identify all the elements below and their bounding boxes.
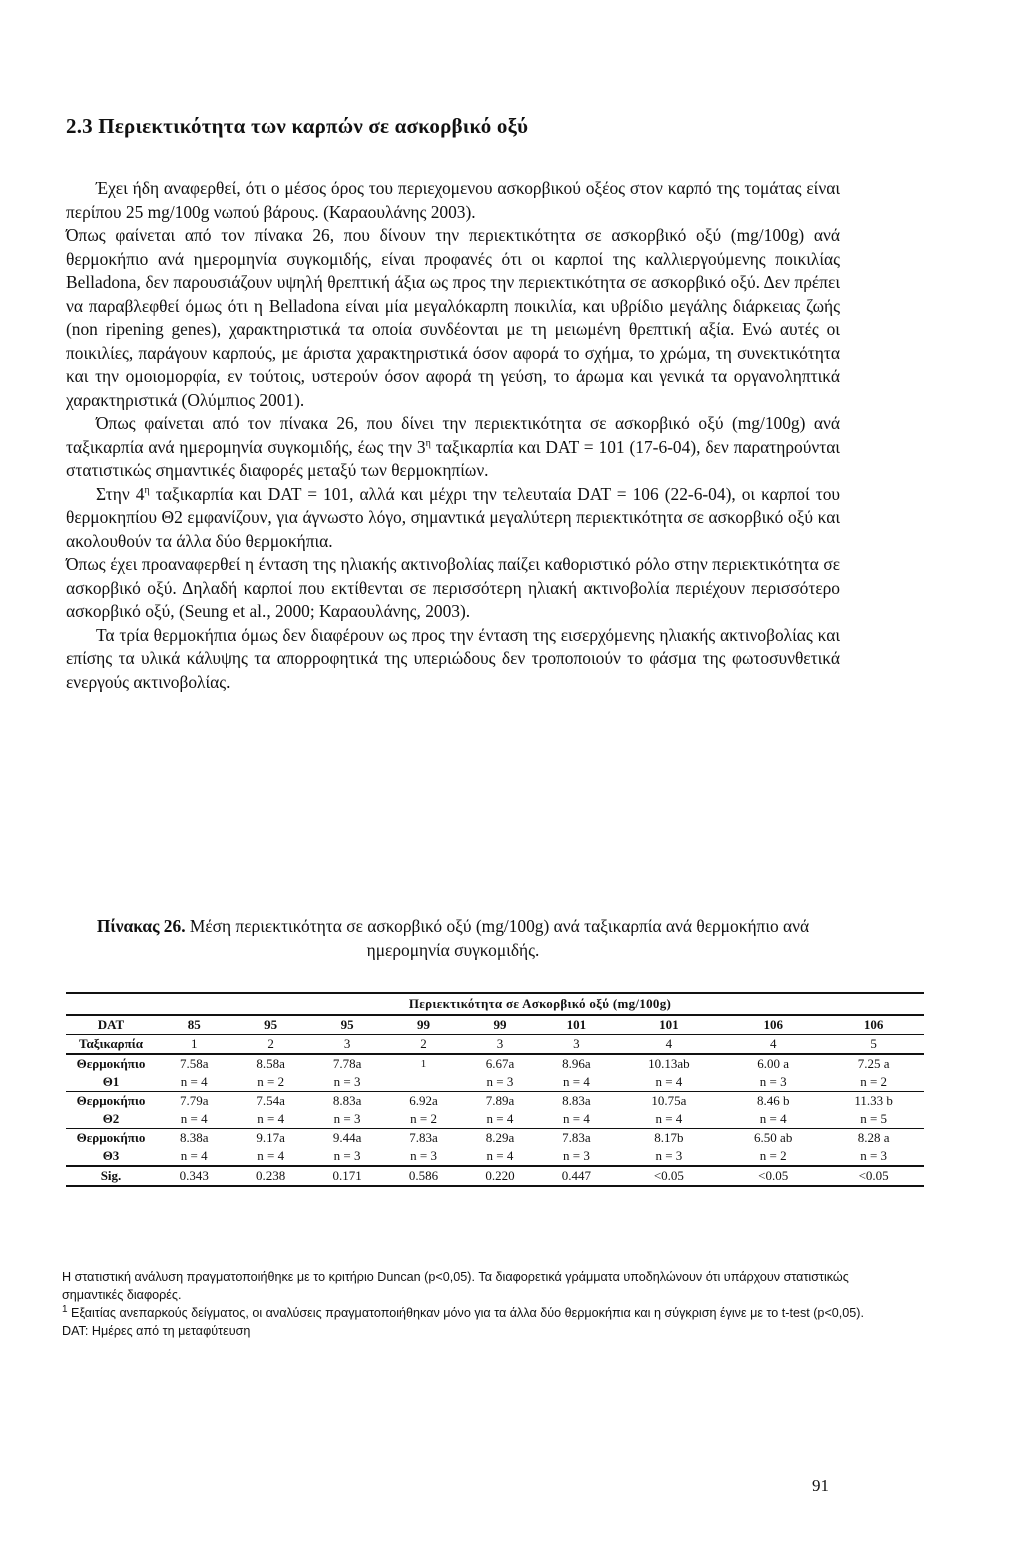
greenhouse-3-n-row xyxy=(66,1147,924,1166)
note-duncan: Η στατιστική ανάλυση πραγματοποιήθηκε με το κριτήριο Duncan (p<0,05). Τα διαφορετικά γράμματα υποδηλώνουν ότι υπάρχουν στατιστικώς σημαντικές διαφορές. xyxy=(62,1270,849,1302)
n-cell: n = 3 xyxy=(462,1073,538,1092)
value-cell: 7.58a xyxy=(179,1056,209,1071)
table-caption-text: Μέση περιεκτικότητα σε ασκορβικό οξύ (mg/100g) ανά ταξικαρπία ανά θερμοκήπιο ανά ημερομηνία συγκομιδής. xyxy=(185,916,810,960)
value-cell: 8.58a xyxy=(256,1056,285,1071)
sig-cell: 0.343 xyxy=(156,1166,232,1186)
value-cell: 8.46 b xyxy=(756,1093,790,1108)
sig-cell: 0.238 xyxy=(232,1166,308,1186)
n-cell: n = 3 xyxy=(309,1147,385,1166)
n-cell: n = 4 xyxy=(615,1110,724,1129)
dat-cell: 95 xyxy=(232,1015,308,1035)
value-cell: 7.78a xyxy=(332,1056,362,1071)
value-cell: 6.67a xyxy=(485,1056,515,1071)
value-cell: 8.29a xyxy=(485,1130,515,1145)
dat-cell: 99 xyxy=(462,1015,538,1035)
greenhouse-2-values-row xyxy=(66,1092,924,1111)
value-cell: 8.83a xyxy=(332,1093,362,1108)
greenhouse-1-n-row xyxy=(66,1073,924,1092)
dat-cell: 99 xyxy=(385,1015,461,1035)
truss-cell: 5 xyxy=(823,1035,924,1055)
n-cell: n = 2 xyxy=(385,1110,461,1129)
superscript: η xyxy=(144,484,150,496)
page-number: 91 xyxy=(812,1476,829,1495)
value-cell: 8.96a xyxy=(562,1056,591,1071)
paragraph-4-text-end: ταξικαρπία και DAT = 101, αλλά και μέχρι την τελευταία DAT = 106 (22-6-04), οι καρποί του θερμοκηπίου Θ2 εμφανίζουν, για άγνωστο λόγο, σημαντικά μεγαλύτερη περιεκτικότητα σε ασκορβικό οξύ και ακολουθούν τα άλλα δύο θερμοκήπια. xyxy=(66,483,841,551)
paragraph-3-text: Όπως φαίνεται από τον πίνακα 26, που δίνει την περιεκτικότητα σε ασκορβικό οξύ (mg/100g) ανά ταξικαρπία ανά ημερομηνία συγκομιδής, έως την 3 xyxy=(66,413,840,457)
n-cell: n = 4 xyxy=(723,1110,823,1129)
value-cell: 7.83a xyxy=(562,1130,591,1145)
truss-cell: 3 xyxy=(538,1035,614,1055)
value-cell: 8.17b xyxy=(654,1130,684,1145)
footnote-marker: 1 xyxy=(62,1303,68,1315)
sig-cell: 0.220 xyxy=(462,1166,538,1186)
truss-label: Ταξικαρπία xyxy=(66,1035,156,1055)
paragraph-6: Τα τρία θερμοκήπια όμως δεν διαφέρουν ως προς την ένταση της εισερχόμενης ηλιακής ακτινοβολίας και επίσης τα υλικά κάλυψης τα απορροφητικά της υπεριώδους δεν τροποποιούν το φάσμα της φωτοσυνθετικά ενεργούς ακτινοβολίας. xyxy=(66,624,840,692)
greenhouse-code: Θ1 xyxy=(66,1073,156,1092)
greenhouse-label: Θερμοκήπιο xyxy=(76,1130,146,1145)
value-cell: 9.44a xyxy=(332,1130,362,1145)
value-cell: 10.13ab xyxy=(648,1056,690,1071)
greenhouse-code: Θ3 xyxy=(66,1147,156,1166)
value-cell: 7.79a xyxy=(179,1093,209,1108)
greenhouse-1-values-row xyxy=(66,1054,924,1073)
dat-cell: 85 xyxy=(156,1015,232,1035)
n-cell: n = 3 xyxy=(723,1073,823,1092)
value-cell: 10.75a xyxy=(651,1093,687,1108)
n-cell: n = 4 xyxy=(615,1073,724,1092)
n-cell: n = 4 xyxy=(156,1147,232,1166)
n-cell: n = 4 xyxy=(538,1110,614,1129)
value-cell: 8.83a xyxy=(562,1093,591,1108)
value-cell: 8.28 a xyxy=(857,1130,890,1145)
truss-row xyxy=(66,1035,924,1055)
greenhouse-code: Θ2 xyxy=(66,1110,156,1129)
truss-cell: 3 xyxy=(309,1035,385,1055)
table-caption xyxy=(66,914,840,962)
value-cell: 7.89a xyxy=(485,1093,515,1108)
paragraph-5: Όπως έχει προαναφερθεί η ένταση της ηλιακής ακτινοβολίας παίζει καθοριστικό ρόλο στην περιεκτικότητα σε ασκορβικό οξύ. Δηλαδή καρποί που εκτίθενται σε περισσότερη ηλιακή ακτινοβολία περιέχουν περισσότερο ασκορβικό οξύ, (Seung et al., 2000; Καραουλάνης, 2003). xyxy=(66,554,840,621)
dat-cell: 106 xyxy=(823,1015,924,1035)
sig-cell: <0.05 xyxy=(823,1166,924,1186)
n-cell: n = 4 xyxy=(232,1110,308,1129)
paragraph-3-text-end: ταξικαρπία και DAT = 101 (17-6-04), δεν παρατηρούνται στατιστικώς σημαντικές διαφορές μεταξύ των θερμοκηπίων. xyxy=(66,436,840,480)
sig-cell: 0.447 xyxy=(538,1166,614,1186)
sig-cell: <0.05 xyxy=(723,1166,823,1186)
table-notes xyxy=(62,1268,872,1340)
body-text xyxy=(66,177,840,694)
value-cell: 1 xyxy=(420,1058,427,1070)
n-cell: n = 3 xyxy=(385,1147,461,1166)
sig-row xyxy=(66,1166,924,1186)
sig-cell: 0.171 xyxy=(309,1166,385,1186)
n-cell: n = 4 xyxy=(156,1073,232,1092)
note-dat: DAT: Ημέρες από τη μεταφύτευση xyxy=(62,1324,251,1338)
value-cell: 11.33 b xyxy=(854,1093,893,1108)
n-cell: n = 4 xyxy=(462,1110,538,1129)
dat-row xyxy=(66,1015,924,1035)
data-table xyxy=(66,992,924,1187)
dat-label: DAT xyxy=(66,1015,156,1035)
truss-cell: 2 xyxy=(385,1035,461,1055)
dat-cell: 106 xyxy=(723,1015,823,1035)
n-cell: n = 3 xyxy=(823,1147,924,1166)
paragraph-1: Έχει ήδη αναφερθεί, ότι ο μέσος όρος του περιεχομενου ασκορβικού οξέος στον καρπό της τομάτας είναι περίπου 25 mg/100g νωπού βάρους. (Καραουλάνης 2003). xyxy=(66,178,840,222)
n-cell: n = 4 xyxy=(462,1147,538,1166)
superscript: η xyxy=(425,437,431,449)
paragraph-4 xyxy=(66,483,840,554)
n-cell: n = 3 xyxy=(615,1147,724,1166)
section-heading: 2.3 Περιεκτικότητα των καρπών σε ασκορβικό οξύ xyxy=(66,114,529,138)
table-title: Περιεκτικότητα σε Ασκορβικό οξύ (mg/100g) xyxy=(156,993,924,1015)
greenhouse-label: Θερμοκήπιο xyxy=(76,1093,146,1108)
paragraph-2: Όπως φαίνεται από τον πίνακα 26, που δίνουν την περιεκτικότητα σε ασκορβικό οξύ (mg/100g) ανά θερμοκήπιο ανά ημερομηνία συγκομιδής, είναι προφανές ότι οι καρποί της καλλιεργούμενης ποικιλίας Belladona, δεν παρουσιάζουν υψηλή θρεπτική άξια ως προς την περιεκτικότητα σε ασκορβικό οξύ. Δεν πρέπει να παραβλεφθεί όμως ότι η Belladona είναι μία μεγαλόκαρπη ποικιλία, και υβρίδιο μεγάλης διάρκειας ζωής (non ripening genes), χαρακτηριστικά τα οποία συνδέονται με τη μειωμένη θρεπτική αξία. Ενώ αυτές οι ποικιλίες, παράγουν καρπούς, με άριστα χαρακτηριστικά όσον αφορά το σχήμα, το χρώμα, τη συνεκτικότητα και την ομοιομορφία, εν τούτοις, υστερούν όσον αφορά τη γεύση, το άρωμα και γενικά τα οργανοληπτικά χαρακτηριστικά (Ολύμπιος 2001). xyxy=(66,225,840,410)
table-title-spacer xyxy=(66,993,156,1015)
value-cell: 6.92a xyxy=(409,1093,438,1108)
truss-cell: 4 xyxy=(615,1035,724,1055)
ascorbic-acid-table xyxy=(66,992,924,1187)
value-cell: 9.17a xyxy=(256,1130,285,1145)
note-ttest xyxy=(62,1304,872,1322)
dat-cell: 101 xyxy=(615,1015,724,1035)
sig-label: Sig. xyxy=(66,1166,156,1186)
value-cell: 8.38a xyxy=(179,1130,209,1145)
paragraph-4-text: Στην 4 xyxy=(96,483,145,504)
value-cell: 7.83a xyxy=(409,1130,438,1145)
truss-cell: 1 xyxy=(156,1035,232,1055)
n-cell: n = 4 xyxy=(232,1147,308,1166)
paragraph-3 xyxy=(66,412,840,483)
n-cell: n = 4 xyxy=(156,1110,232,1129)
table-caption-label: Πίνακας 26. xyxy=(96,916,186,936)
dat-cell: 101 xyxy=(538,1015,614,1035)
value-cell: 6.50 ab xyxy=(754,1130,793,1145)
dat-cell: 95 xyxy=(309,1015,385,1035)
n-cell: n = 2 xyxy=(823,1073,924,1092)
n-cell: n = 3 xyxy=(309,1110,385,1129)
greenhouse-3-values-row xyxy=(66,1129,924,1148)
sig-cell: <0.05 xyxy=(615,1166,724,1186)
truss-cell: 4 xyxy=(723,1035,823,1055)
n-cell: n = 3 xyxy=(309,1073,385,1092)
value-cell: 7.25 a xyxy=(857,1056,890,1071)
truss-cell: 3 xyxy=(462,1035,538,1055)
greenhouse-label: Θερμοκήπιο xyxy=(76,1056,146,1071)
n-cell: n = 2 xyxy=(232,1073,308,1092)
greenhouse-2-n-row xyxy=(66,1110,924,1129)
n-cell: n = 3 xyxy=(538,1147,614,1166)
n-cell: n = 5 xyxy=(823,1110,924,1129)
n-cell: n = 4 xyxy=(538,1073,614,1092)
note-ttest-text: Εξαιτίας ανεπαρκούς δείγματος, οι αναλύσεις πραγματοποιήθηκαν μόνο για τα άλλα δύο θερμοκήπια και η σύγκριση έγινε με το t-test (p<0,05). xyxy=(67,1306,864,1320)
value-cell: 6.00 a xyxy=(757,1056,790,1071)
n-cell: n = 2 xyxy=(723,1147,823,1166)
n-cell xyxy=(385,1073,461,1092)
value-cell: 7.54a xyxy=(256,1093,285,1108)
truss-cell: 2 xyxy=(232,1035,308,1055)
sig-cell: 0.586 xyxy=(385,1166,461,1186)
